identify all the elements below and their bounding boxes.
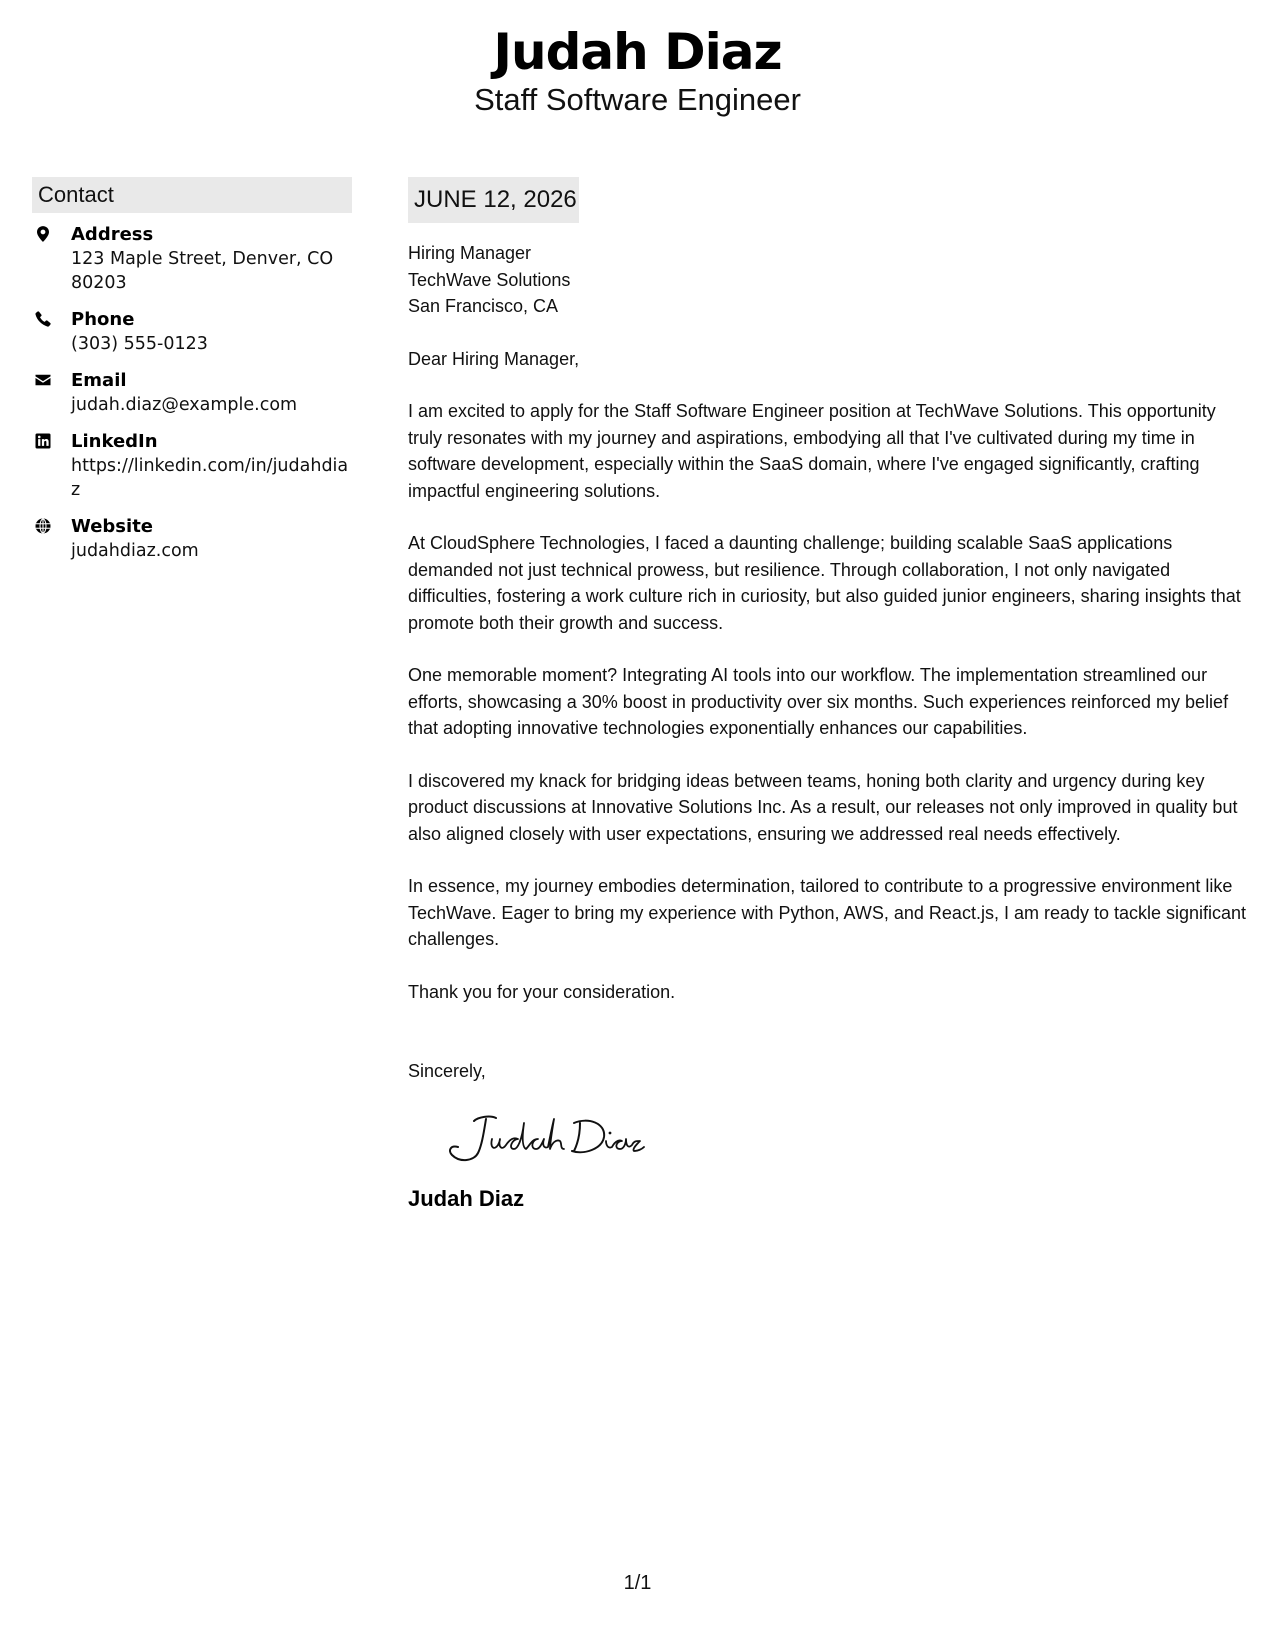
- linkedin-value: https://linkedin.com/in/judahdiaz: [71, 456, 349, 500]
- body-paragraph: Thank you for your consideration.: [408, 981, 676, 1002]
- contact-item-linkedin: [32, 430, 352, 502]
- website-value: judahdiaz.com: [71, 541, 199, 561]
- contact-item-phone: [32, 308, 352, 356]
- body-paragraph: In essence, my journey embodies determination, tailored to contribute to a progressive environment like TechWave. Eager to bring my experience with Python, AWS, and React.js, I am ready to tackle significant challenges.: [408, 876, 1247, 949]
- body-paragraph: I am excited to apply for the Staff Software Engineer position at TechWave Solutions. This opportunity truly resonates with my journey and aspirations, embodying all that I've cultivated during my time in software development, especially within the SaaS domain, where I've engaged significantly, crafting impactful engineering solutions.: [408, 401, 1216, 501]
- contact-label: Address: [71, 224, 154, 245]
- address-value: 123 Maple Street, Denver, CO 80203: [71, 249, 334, 293]
- recipient-line: TechWave Solutions: [408, 269, 571, 290]
- phone-value: (303) 555-0123: [71, 334, 208, 354]
- page-number: 1/1: [623, 1572, 652, 1594]
- signer-name: Judah Diaz: [408, 1185, 525, 1211]
- body-paragraph: At CloudSphere Technologies, I faced a daunting challenge; building scalable SaaS applications demanded not just technical prowess, but resilience. Through collaboration, I not only navigated difficulties, fostering a work culture rich in curiosity, but also guided junior engineers, sharing insights that promote both their growth and success.: [408, 533, 1241, 633]
- globe-icon: [34, 517, 52, 535]
- contact-item-email: [32, 369, 352, 417]
- recipient-line: Hiring Manager: [408, 243, 532, 263]
- letter-header: [0, 22, 1275, 118]
- contact-section-heading: Contact: [32, 177, 352, 213]
- closing: Sincerely,: [408, 1061, 486, 1081]
- contact-item-address: [32, 223, 352, 295]
- email-value: judah.diaz@example.com: [71, 395, 298, 415]
- contact-list: [32, 223, 352, 563]
- phone-icon: [34, 310, 52, 328]
- linkedin-icon: [34, 432, 52, 450]
- recipient-block: [408, 240, 1253, 320]
- handwritten-signature: [438, 1109, 1253, 1169]
- contact-label: Email: [71, 370, 127, 391]
- recipient-line: San Francisco, CA: [408, 296, 559, 316]
- letter-body: [408, 177, 1253, 1213]
- map-pin-icon: [34, 225, 52, 243]
- contact-sidebar: [32, 177, 352, 576]
- applicant-job-title: Staff Software Engineer: [474, 82, 801, 117]
- applicant-name: Judah Diaz: [493, 23, 782, 81]
- envelope-icon: [34, 371, 52, 389]
- body-paragraph: One memorable moment? Integrating AI tools into our workflow. The implementation streamlined our efforts, showcasing a 30% boost in productivity over six months. Such experiences reinforced my belief that adopting innovative technologies exponentially enhances our capabilities.: [408, 665, 1229, 738]
- contact-label: Website: [71, 516, 154, 537]
- letter-date: JUNE 12, 2026: [408, 177, 579, 223]
- body-paragraph: I discovered my knack for bridging ideas between teams, honing both clarity and urgency during key product discussions at Innovative Solutions Inc. As a result, our releases not only improved in quality but also aligned closely with user expectations, ensuring we addressed real needs effectively.: [408, 770, 1238, 844]
- salutation: Dear Hiring Manager,: [408, 348, 580, 369]
- contact-label: Phone: [71, 309, 135, 330]
- contact-item-website: [32, 515, 352, 563]
- contact-label: LinkedIn: [71, 431, 158, 452]
